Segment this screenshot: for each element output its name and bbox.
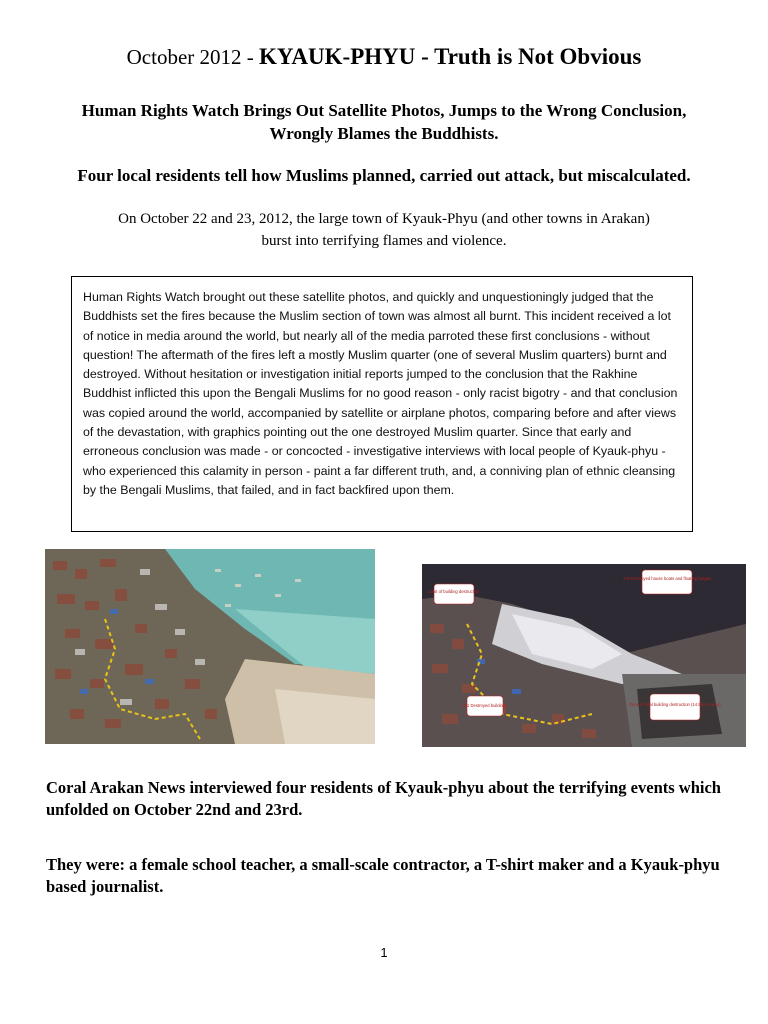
page-number: 1 — [380, 945, 388, 960]
satellite-photo-after — [422, 564, 746, 747]
intro-paragraph — [40, 208, 728, 252]
callout-box-2 — [642, 570, 692, 594]
callout-2: 172 Destroyed house boats and floating barges — [623, 576, 711, 581]
subheading-2: Wrongly Blames the Buddhists. — [269, 124, 499, 143]
summary-box: Human Rights Watch brought out these satellite photos, and quickly and unquestioningly judged that the Buddhists set the fires because the Muslim section of town was almost all burnt. This incident received a lot of notice in media around the world, but nearly all of the media parroted these first conclusions - without question! The aftermath of the fires left a mostly Muslim quarter (one of several Muslim quarters) burnt and destroyed. Without hesitation or investigation initial reports jumped to the conclusion that the Rakhine Buddhist inflicted this upon the Bengali Muslims for no good reason - only racist bigotry - and that conclusion was copied around the world, accompanied by satellite or airplane photos, comparing before and after views of the devastation, with graphics pointing out the one destroyed Muslim quarter. Since that early and erroneous conclusion was made - or concocted - investigative interviews with local people of Kyauk-phyu - who experienced this calamity in person - paint a far different truth, and, a conniving plan of ethnic cleansing by the Bengali Muslims, that failed, and in fact backfired upon them. — [71, 276, 693, 532]
body-paragraph-2: They were: a female school teacher, a small-scale contractor, a T-shirt maker and a Kyauk-phyu based journalist. — [46, 855, 720, 896]
callout-3: 811 Destroyed buildings — [462, 703, 508, 708]
intro-line-1: On October 22 and 23, 2012, the large town of Kyauk-Phyu (and other towns in Arakan) — [118, 211, 650, 227]
callout-box-1 — [434, 584, 474, 604]
title-main: KYAUK-PHYU - Truth is Not Obvious — [259, 44, 642, 69]
page-title — [0, 44, 768, 70]
satellite-photo-before — [45, 549, 375, 744]
intro-line-2: burst into terrifying flames and violence. — [261, 233, 507, 249]
subheading-1: Human Rights Watch Brings Out Satellite Photos, Jumps to the Wrong Conclusion, — [81, 101, 687, 120]
callout-box-4 — [650, 694, 700, 720]
callout-1: Limit of building destruction — [428, 589, 480, 594]
title-date: October 2012 - — [126, 45, 260, 69]
body-paragraph-1: Coral Arakan News interviewed four residents of Kyauk-phyu about the terrifying events which unfolded on October 22nd and 23rd. — [46, 778, 721, 819]
subheading-3: Four local residents tell how Muslims planned, carried out attack, but miscalculated. — [77, 166, 691, 185]
callout-4: Zone of total building destruction (14.9ha in area) — [629, 702, 721, 707]
